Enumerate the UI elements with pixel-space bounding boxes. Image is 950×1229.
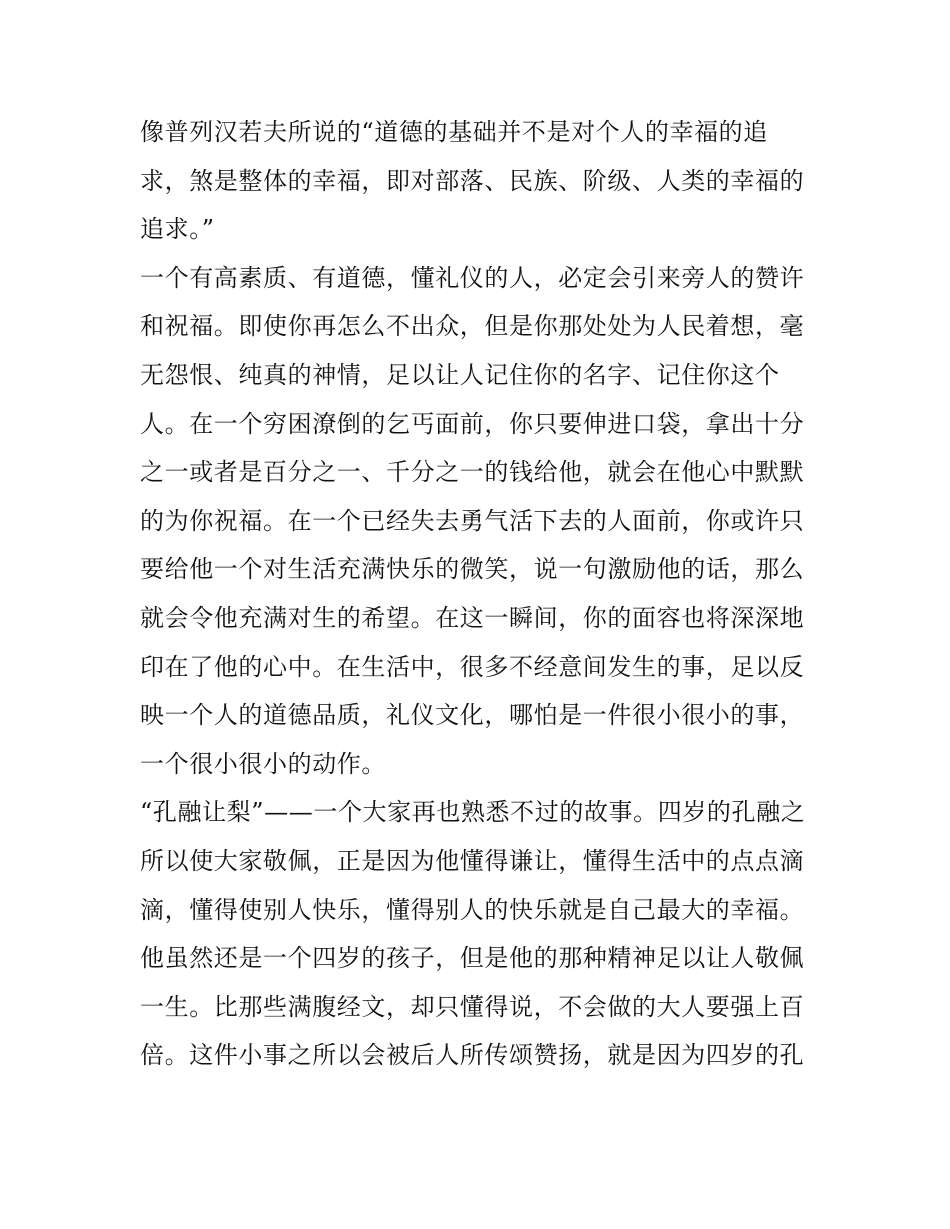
text-line: 求，煞是整体的幸福，即对部落、民族、阶级、人类的幸福的	[140, 166, 805, 195]
text-line: 一生。比那些满腹经文，却只懂得说，不会做的大人要强上百	[140, 992, 805, 1021]
text-line: 一个有高素质、有道德，懂礼仪的人，必定会引来旁人的赞许	[140, 263, 805, 292]
text-line: 无怨恨、纯真的神情，足以让人记住你的名字、记住你这个	[140, 360, 780, 389]
text-line: 就会令他充满对生的希望。在这一瞬间，你的面容也将深深地	[140, 603, 805, 632]
text-line: 倍。这件小事之所以会被后人所传颂赞扬，就是因为四岁的孔	[140, 1041, 805, 1070]
text-line: 所以使大家敬佩，正是因为他懂得谦让，懂得生活中的点点滴	[140, 846, 805, 875]
text-line: 映一个人的道德品质，礼仪文化，哪怕是一件很小很小的事，	[140, 701, 805, 730]
text-line: 像普列汉若夫所说的“道德的基础并不是对个人的幸福的追	[140, 118, 768, 146]
text-line: 和祝福。即使你再怎么不出众，但是你那处处为人民着想，毫	[140, 312, 805, 341]
text-line: 要给他一个对生活充满快乐的微笑，说一句激励他的话，那么	[140, 555, 805, 584]
text-line: 之一或者是百分之一、千分之一的钱给他，就会在他心中默默	[140, 458, 805, 487]
text-line: “孔融让梨”——一个大家再也熟悉不过的故事。四岁的孔融之	[140, 798, 806, 827]
text-line: 人。在一个穷困潦倒的乞丐面前，你只要伸进口袋，拿出十分	[140, 409, 805, 438]
text-line: 追求。”	[140, 215, 215, 244]
text-line: 他虽然还是一个四岁的孩子，但是他的那种精神足以让人敬佩	[140, 944, 805, 973]
text-line: 滴，懂得使别人快乐，懂得别人的快乐就是自己最大的幸福。	[140, 895, 805, 924]
text-line: 印在了他的心中。在生活中，很多不经意间发生的事，足以反	[140, 652, 805, 681]
text-line: 一个很小很小的动作。	[140, 749, 386, 778]
body-text	[140, 108, 820, 1080]
text-line: 的为你祝福。在一个已经失去勇气活下去的人面前，你或许只	[140, 506, 805, 535]
